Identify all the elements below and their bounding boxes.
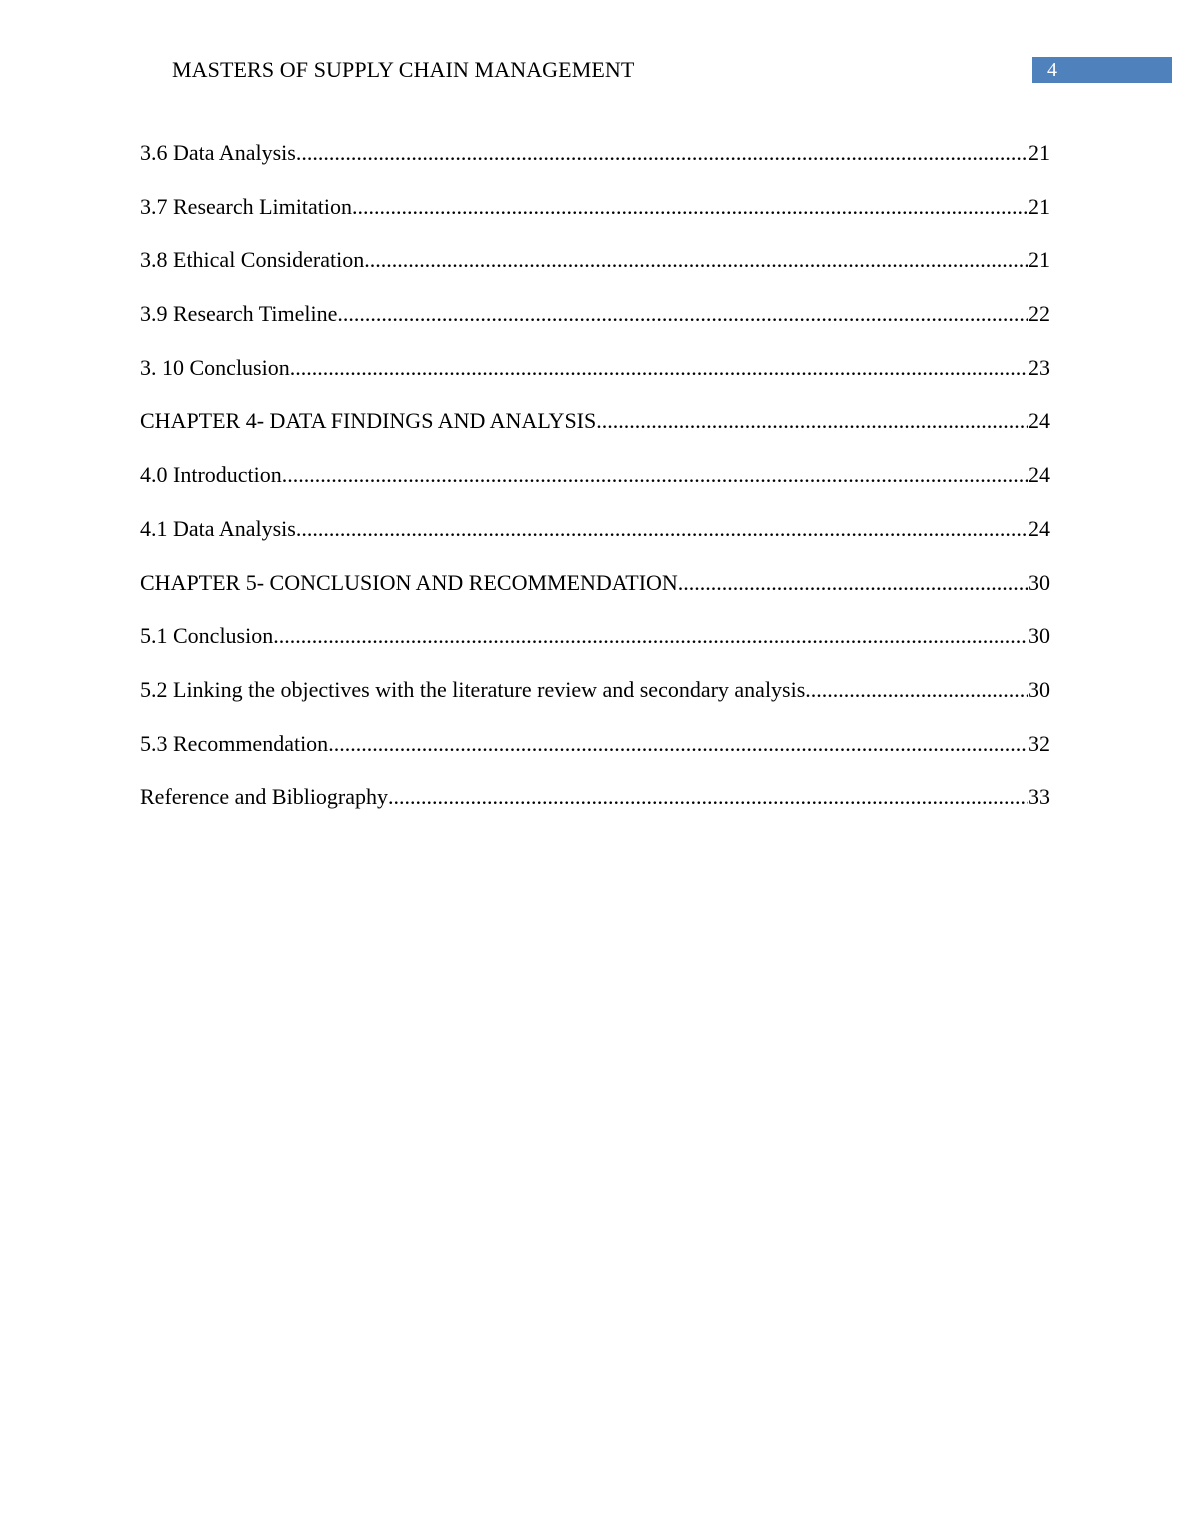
toc-entry[interactable]: [140, 569, 1050, 623]
toc-entry[interactable]: [140, 354, 1050, 408]
toc-entry-title: 3.8 Ethical Consideration: [140, 247, 365, 273]
toc-dot-leader: [596, 407, 1028, 435]
toc-entry[interactable]: [140, 622, 1050, 676]
table-of-contents: [140, 139, 1050, 837]
toc-entry-page: 21: [1028, 247, 1050, 273]
toc-dot-leader: [364, 246, 1028, 274]
toc-entry-page: 24: [1028, 515, 1050, 541]
toc-entry-page: 21: [1028, 140, 1050, 165]
toc-entry-title: 3.7 Research Limitation: [140, 193, 352, 219]
toc-entry-page: 23: [1028, 354, 1050, 380]
toc-entry[interactable]: [140, 730, 1050, 784]
toc-entry-title: 5.3 Recommendation: [140, 730, 329, 756]
toc-entry-page: 24: [1028, 408, 1050, 434]
toc-entry[interactable]: [140, 139, 1050, 193]
toc-entry-title: Reference and Bibliography: [140, 784, 389, 810]
toc-dot-leader: [352, 193, 1028, 221]
toc-entry[interactable]: [140, 193, 1050, 247]
toc-dot-leader: [296, 139, 1028, 167]
toc-entry-page: 33: [1028, 784, 1050, 810]
page-number: 4: [1032, 57, 1172, 83]
toc-entry-title: 4.0 Introduction: [140, 462, 282, 488]
toc-dot-leader: [282, 461, 1028, 489]
running-header-title: MASTERS OF SUPPLY CHAIN MANAGEMENT: [172, 57, 635, 82]
toc-entry[interactable]: [140, 246, 1050, 300]
toc-dot-leader: [337, 300, 1028, 328]
toc-entry-page: 32: [1028, 730, 1050, 756]
toc-dot-leader: [678, 569, 1028, 597]
toc-entry[interactable]: [140, 676, 1050, 730]
toc-entry-title: 3.9 Research Timeline: [140, 301, 338, 327]
toc-entry-title: 4.1 Data Analysis: [140, 515, 296, 541]
toc-entry-page: 30: [1028, 569, 1050, 595]
toc-dot-leader: [388, 783, 1028, 811]
toc-entry[interactable]: [140, 783, 1050, 837]
toc-dot-leader: [328, 730, 1028, 758]
toc-entry[interactable]: [140, 407, 1050, 461]
toc-entry-title: 5.1 Conclusion: [140, 623, 274, 649]
toc-entry-page: 22: [1028, 301, 1050, 327]
toc-entry[interactable]: [140, 515, 1050, 569]
toc-entry-title: CHAPTER 5- CONCLUSION AND RECOMMENDATION: [140, 569, 678, 595]
toc-entry-page: 30: [1028, 623, 1050, 649]
toc-dot-leader: [273, 622, 1028, 650]
toc-dot-leader: [290, 354, 1028, 382]
toc-entry-title: 3. 10 Conclusion: [140, 354, 290, 380]
toc-dot-leader: [296, 515, 1028, 543]
toc-entry-title: CHAPTER 4- DATA FINDINGS AND ANALYSIS: [140, 408, 597, 434]
toc-entry-page: 30: [1028, 676, 1050, 702]
toc-entry-title: 3.6 Data Analysis: [140, 140, 296, 165]
toc-entry[interactable]: [140, 461, 1050, 515]
toc-entry-page: 24: [1028, 462, 1050, 488]
toc-entry-title: 5.2 Linking the objectives with the literature review and secondary analysis: [140, 676, 806, 702]
toc-dot-leader: [805, 676, 1028, 704]
toc-entry-page: 21: [1028, 193, 1050, 219]
toc-entry[interactable]: [140, 300, 1050, 354]
